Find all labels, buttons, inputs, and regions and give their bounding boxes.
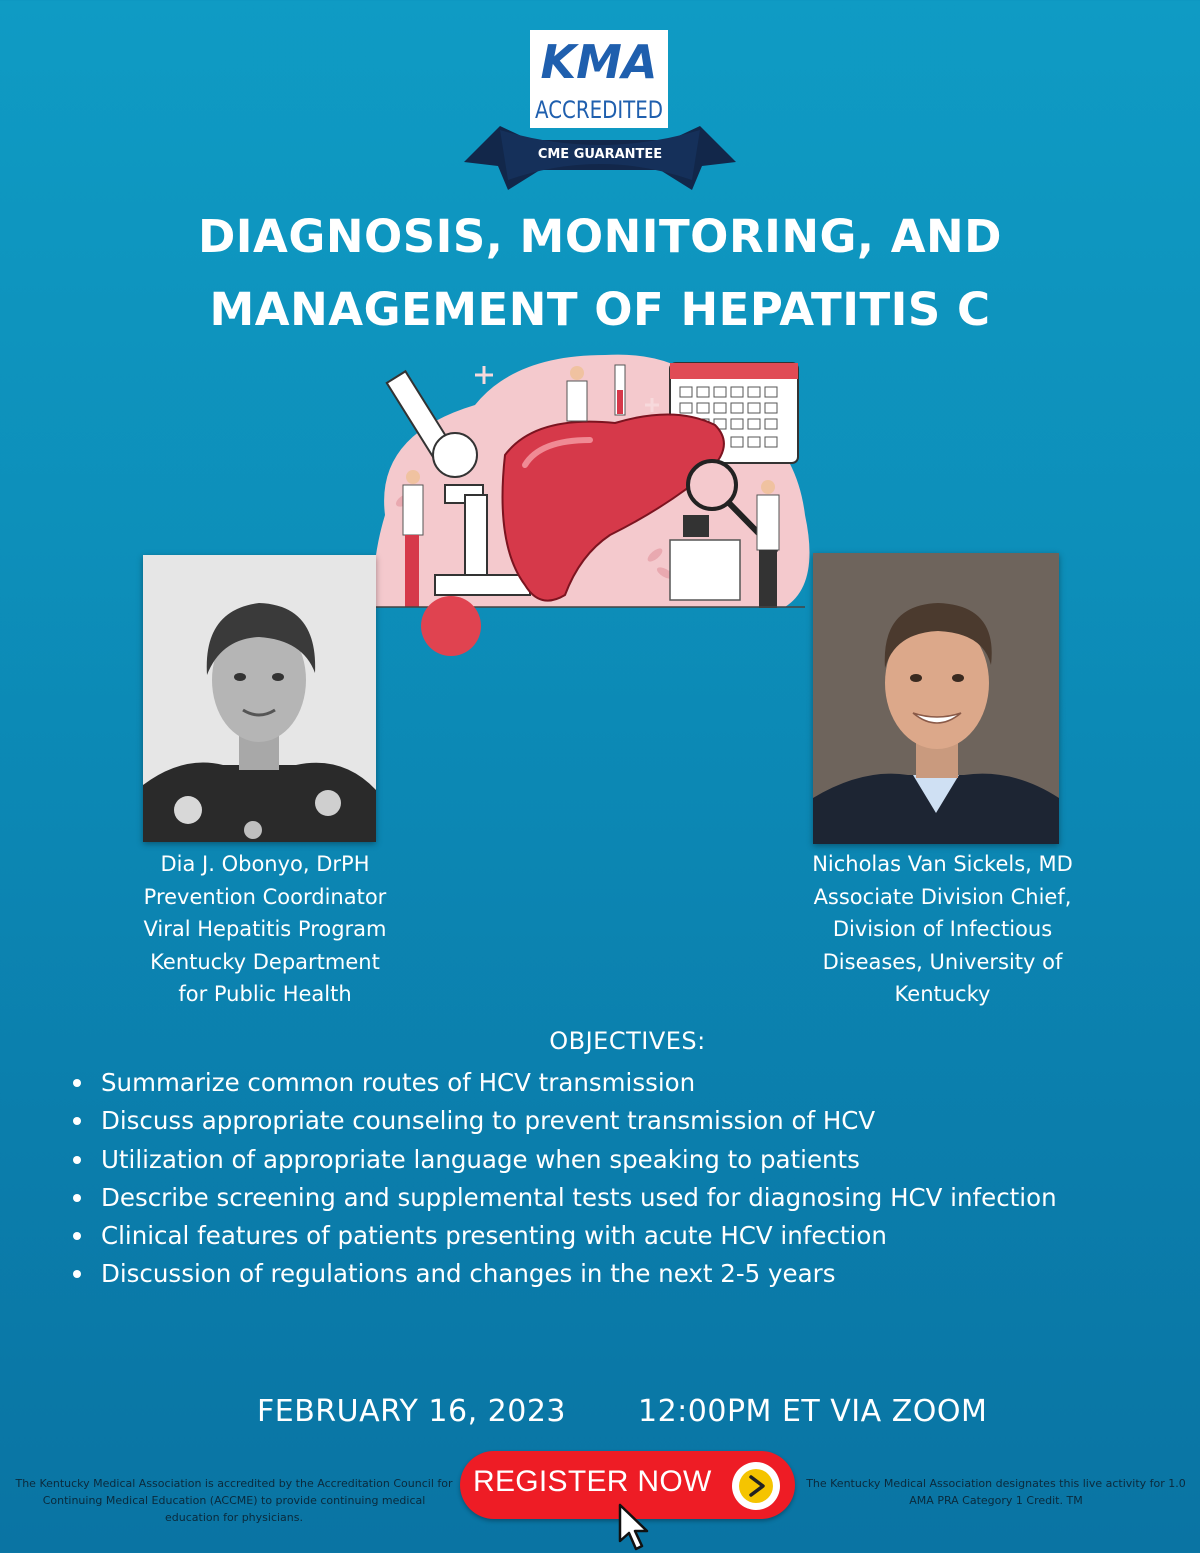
speaker-name: Nicholas Van Sickels, MD — [812, 852, 1073, 876]
bullet-icon — [73, 1117, 81, 1125]
speaker-org: Kentucky Department — [150, 949, 380, 974]
objective-item — [70, 1217, 1057, 1255]
speaker-org: Diseases, University of — [822, 949, 1063, 974]
objective-text: Clinical features of patients presenting with acute HCV infection — [101, 1221, 887, 1251]
speaker-org-cont: Kentucky — [894, 982, 991, 1006]
objective-item — [70, 1102, 1057, 1140]
event-date: FEBRUARY 16, 2023 — [257, 1394, 566, 1429]
register-button-label: REGISTER NOW — [473, 1465, 712, 1498]
objective-item — [70, 1141, 1057, 1179]
event-time: 12:00PM ET VIA ZOOM — [638, 1394, 988, 1429]
badge-logo-text: KMA — [540, 35, 658, 89]
speaker-name: Dia J. Obonyo, DrPH — [160, 852, 370, 876]
bullet-icon — [73, 1232, 81, 1240]
speaker-role: Prevention Coordinator — [143, 884, 387, 909]
speaker-org-cont: for Public Health — [178, 982, 352, 1006]
page-title-line-1: DIAGNOSIS, MONITORING, AND — [197, 210, 1003, 263]
objective-item — [70, 1064, 1057, 1102]
objective-text: Discuss appropriate counseling to prevent transmission of HCV — [101, 1106, 876, 1136]
speaker-photo-obonyo — [143, 555, 376, 842]
speaker-caption-van-sickels — [790, 848, 1095, 1011]
objective-text: Utilization of appropriate language when speaking to patients — [101, 1144, 860, 1174]
speaker-photo-van-sickels — [813, 553, 1059, 844]
kma-accredited-badge — [460, 30, 740, 195]
accreditation-note: The Kentucky Medical Association is accredited by the Accreditation Council for Continuing Medical Education (ACCME) to provide continuing medical education for physicians. — [15, 1477, 453, 1524]
credit-designation-note: The Kentucky Medical Association designates this live activity for 1.0 AMA PRA Category 1 Credit. TM — [806, 1477, 1186, 1507]
bullet-icon — [73, 1270, 81, 1278]
badge-ribbon-text: CME GUARANTEE — [537, 147, 663, 162]
speaker-role: Associate Division Chief, — [813, 884, 1072, 909]
page-title-line-2: MANAGEMENT OF HEPATITIS C — [209, 283, 991, 336]
speaker-caption-obonyo — [110, 848, 420, 1011]
objective-item — [70, 1255, 1057, 1293]
objective-text: Summarize common routes of HCV transmission — [101, 1068, 696, 1097]
speaker-division: Division of Infectious — [832, 917, 1053, 941]
objectives-heading: OBJECTIVES: — [549, 1027, 706, 1055]
badge-accredited-text: ACCREDITED — [535, 96, 663, 124]
objective-item — [70, 1179, 1057, 1217]
bullet-icon — [73, 1156, 81, 1164]
bullet-icon — [73, 1079, 81, 1087]
objective-text: Describe screening and supplemental tests used for diagnosing HCV infection — [101, 1182, 1057, 1212]
liver-illustration — [365, 345, 825, 660]
objectives-list — [70, 1064, 1057, 1294]
arrow-right-icon — [732, 1462, 780, 1510]
speaker-program: Viral Hepatitis Program — [143, 917, 387, 941]
objective-text: Discussion of regulations and changes in the next 2-5 years — [101, 1259, 836, 1289]
bullet-icon — [73, 1194, 81, 1202]
mouse-pointer-icon — [617, 1503, 655, 1553]
